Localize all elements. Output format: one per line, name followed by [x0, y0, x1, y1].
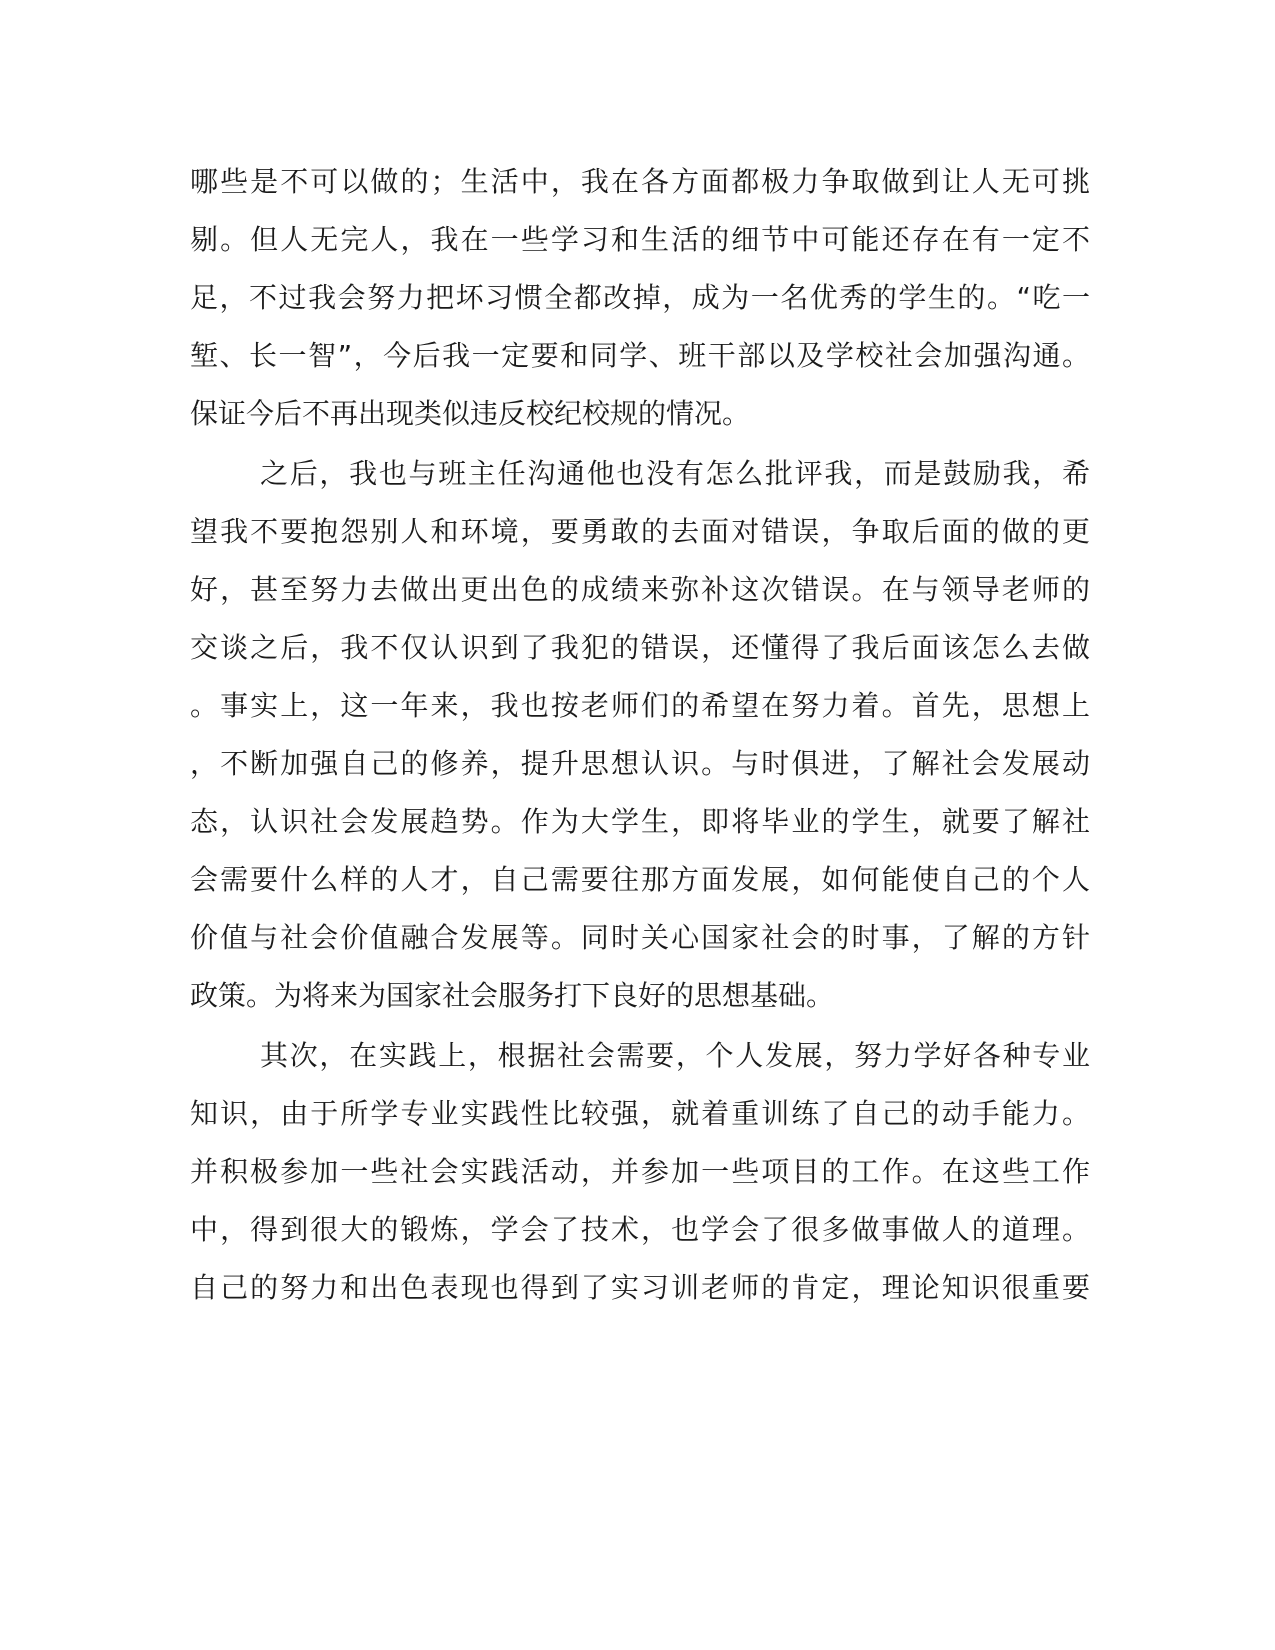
text-line: 交谈之后，我不仅认识到了我犯的错误，还懂得了我后面该怎么去做	[190, 631, 1090, 664]
text-line: 望我不要抱怨别人和环境，要勇敢的去面对错误，争取后面的做的更	[190, 515, 1090, 548]
text-line: 并积极参加一些社会实践活动，并参加一些项目的工作。在这些工作	[190, 1155, 1090, 1188]
text-line: 剔。但人无完人，我在一些学习和生活的细节中可能还存在有一定不	[190, 223, 1090, 256]
text-line: 自己的努力和出色表现也得到了实习训老师的肯定，理论知识很重要	[190, 1271, 1090, 1304]
paragraph-first-line: 之后，我也与班主任沟通他也没有怎么批评我，而是鼓励我，希	[260, 457, 1090, 490]
text-line: 堑、长一智”，今后我一定要和同学、班干部以及学校社会加强沟通。	[190, 339, 1090, 372]
text-line: 保证今后不再出现类似违反校纪校规的情况。	[190, 397, 751, 430]
text-line: 态，认识社会发展趋势。作为大学生，即将毕业的学生，就要了解社	[190, 805, 1090, 838]
paragraph-first-line: 其次，在实践上，根据社会需要，个人发展，努力学好各种专业	[260, 1039, 1090, 1072]
text-line: 价值与社会价值融合发展等。同时关心国家社会的时事，了解的方针	[190, 921, 1090, 954]
text-line: 政策。为将来为国家社会服务打下良好的思想基础。	[190, 979, 835, 1012]
text-line: 哪些是不可以做的；生活中，我在各方面都极力争取做到让人无可挑	[190, 165, 1090, 198]
text-line: 好，甚至努力去做出更出色的成绩来弥补这次错误。在与领导老师的	[190, 573, 1090, 606]
text-line: ，不断加强自己的修养，提升思想认识。与时俱进，了解社会发展动	[190, 747, 1090, 780]
text-line: 足，不过我会努力把坏习惯全都改掉，成为一名优秀的学生的。“吃一	[190, 281, 1090, 314]
text-line: 。事实上，这一年来，我也按老师们的希望在努力着。首先，思想上	[190, 689, 1090, 722]
text-line: 会需要什么样的人才，自己需要往那方面发展，如何能使自己的个人	[190, 863, 1090, 896]
text-line: 知识，由于所学专业实践性比较强，就着重训练了自己的动手能力。	[190, 1097, 1090, 1130]
text-line: 中，得到很大的锻炼，学会了技术，也学会了很多做事做人的道理。	[190, 1213, 1090, 1246]
